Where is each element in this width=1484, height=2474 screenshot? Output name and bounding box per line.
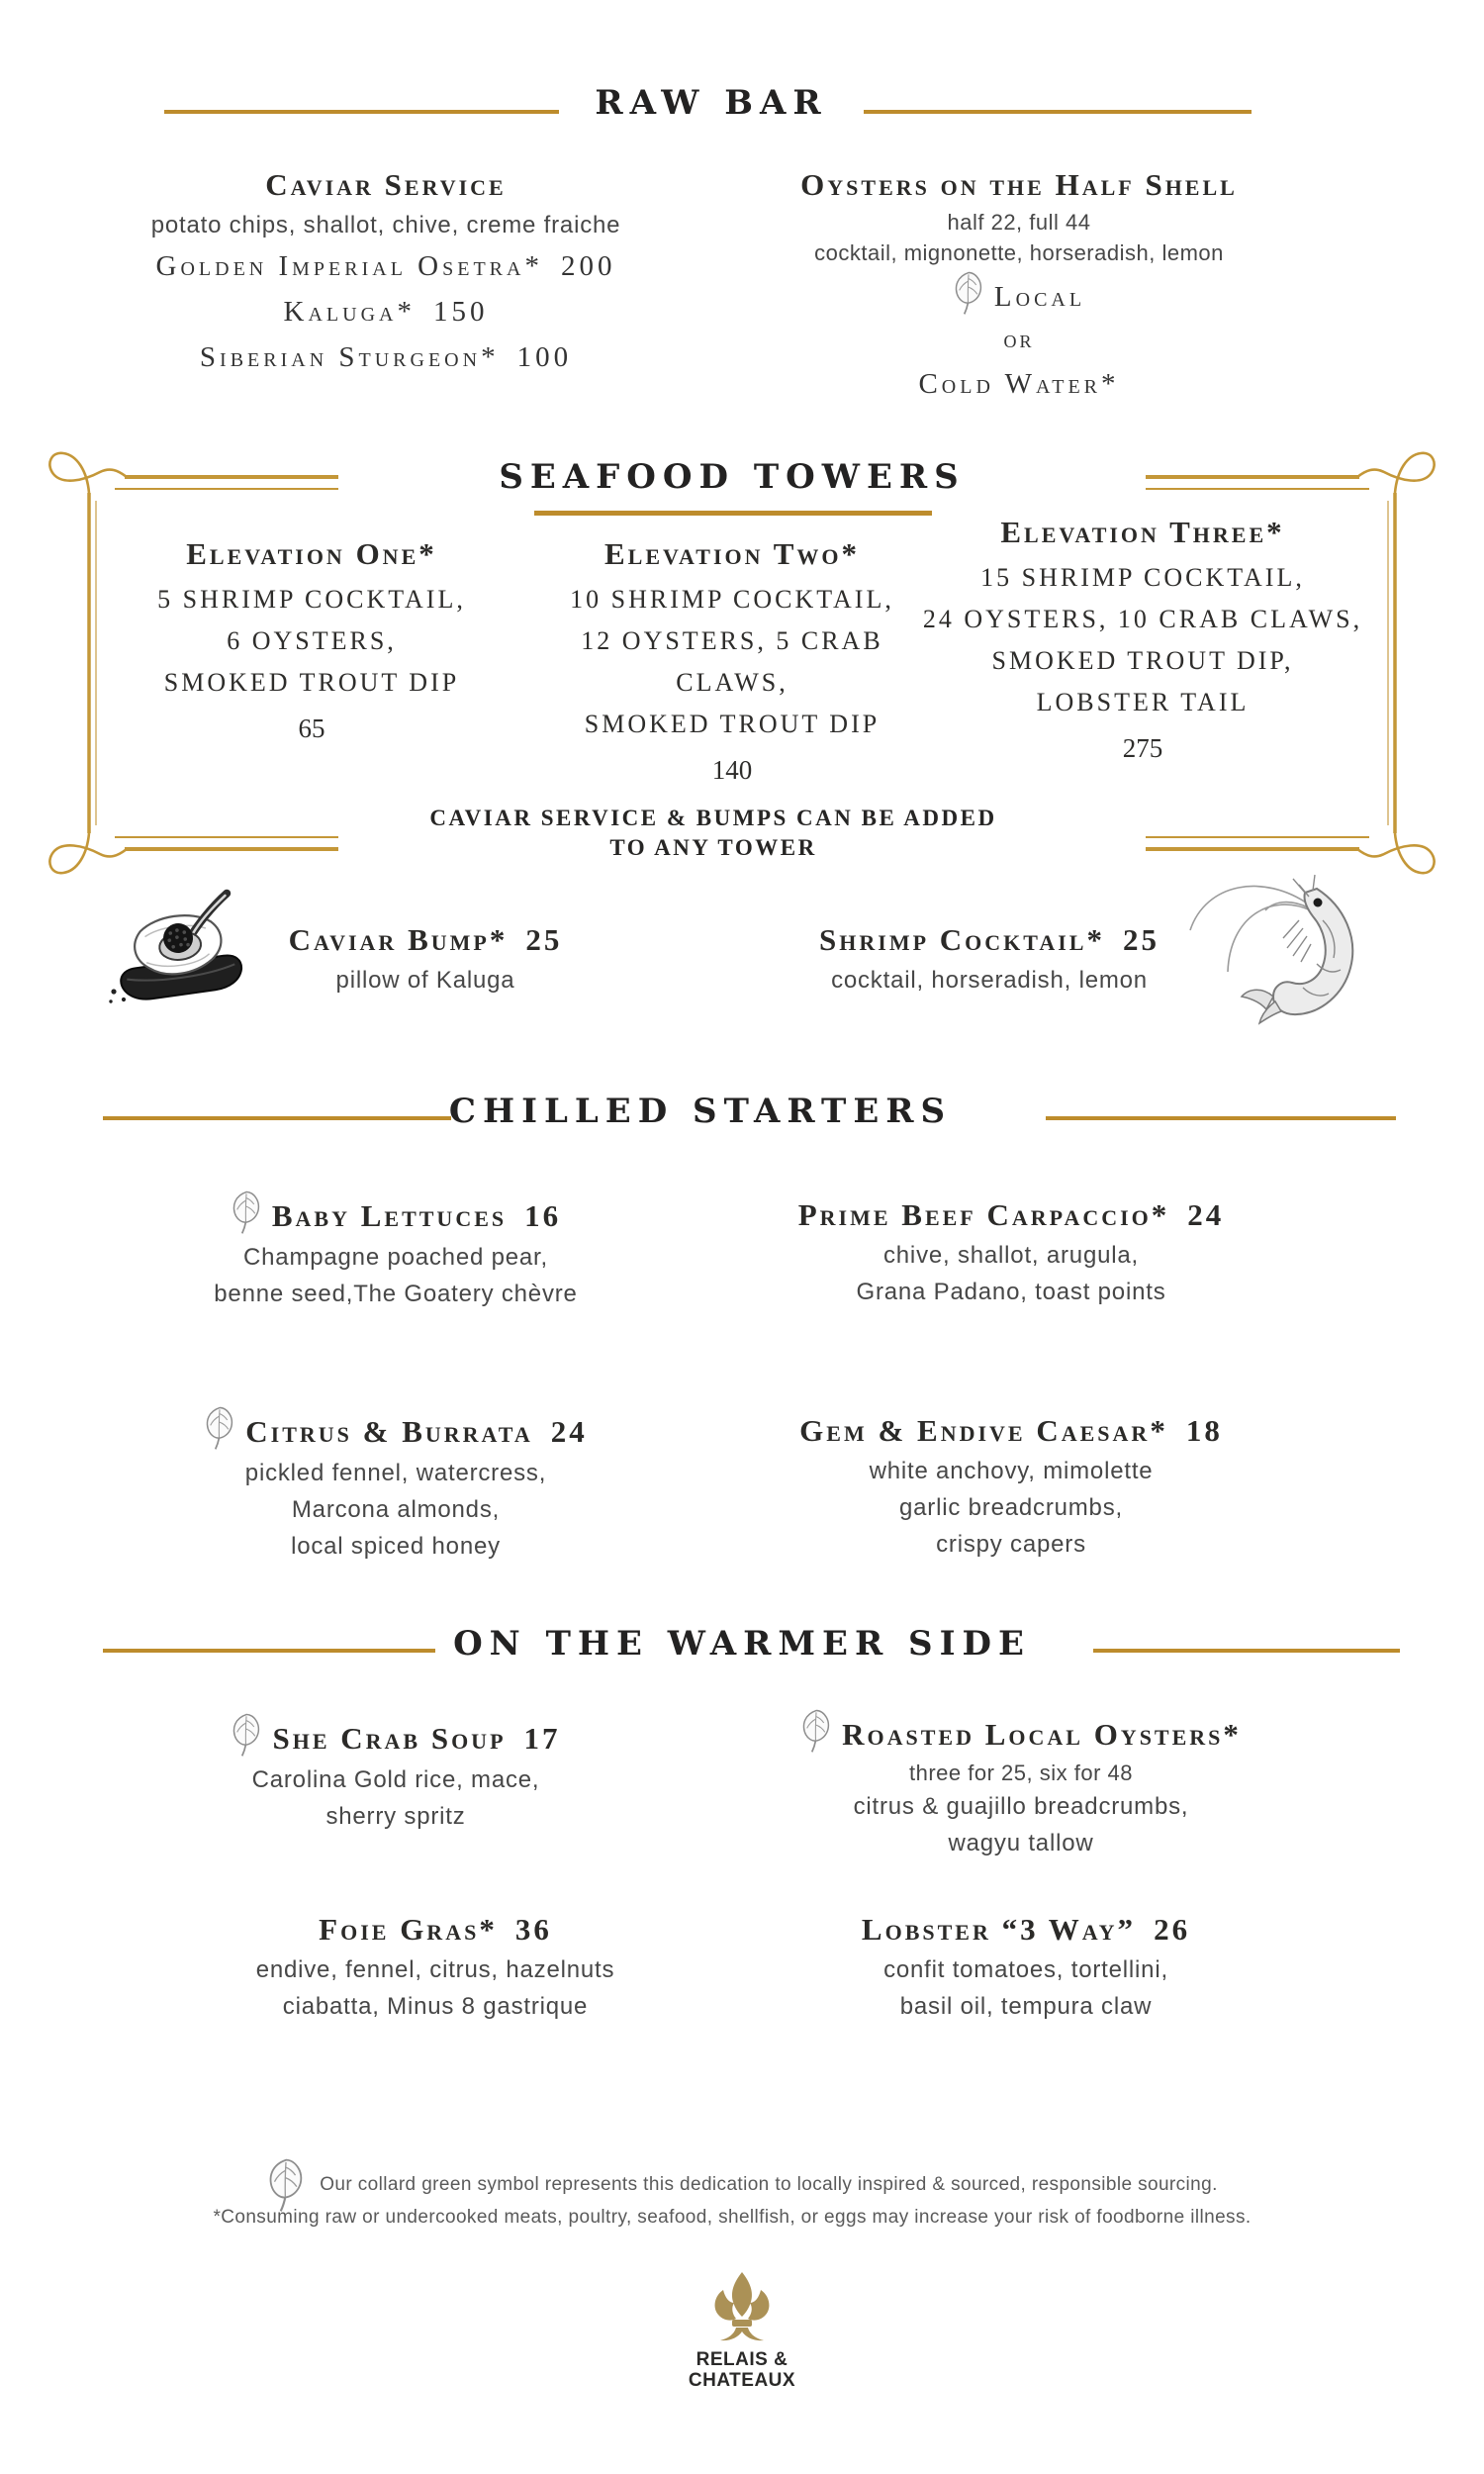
menu-item-citrus-burrata [94, 1409, 697, 1565]
shrimp-illustration [1172, 869, 1370, 1025]
consumer-advisory: *Consuming raw or undercooked meats, poultry, seafood, shellfish, or eggs may increase your risk of foodborne illness. [213, 2207, 1252, 2228]
gold-rule [103, 1649, 435, 1653]
menu-item-desc-line: pillow of Kaluga [335, 967, 515, 994]
menu-item-desc-line: Champagne poached pear, [243, 1244, 548, 1271]
menu-item-name: Gem & Endive Caesar* [799, 1413, 1168, 1448]
tower-elevation-one [99, 529, 524, 751]
menu-item-name: Citrus & Burrata [245, 1414, 533, 1449]
tower-price: 140 [711, 755, 753, 785]
menu-item-desc-line: benne seed,The Goatery chèvre [214, 1281, 578, 1307]
menu-item-desc-line: pickled fennel, watercress, [244, 1460, 547, 1486]
collard-leaf-icon [266, 2157, 306, 2213]
menu-item-oysters-half-shell [722, 163, 1316, 407]
oyster-portions: half 22, full 44 [947, 210, 1091, 235]
menu-item-caviar-bump [252, 918, 599, 999]
tower-name: Elevation Two* [603, 536, 861, 571]
oyster-option-local: Local [993, 281, 1086, 313]
section-title-raw-bar: RAW BAR [595, 83, 828, 123]
menu-item-name: Shrimp Cocktail* [819, 922, 1105, 957]
menu-item-name: She Crab Soup [272, 1721, 507, 1756]
sourcing-note: Our collard green symbol represents this dedication to locally inspired & sourced, responsible sourcing. [320, 2174, 1218, 2195]
tower-price: 65 [298, 714, 325, 743]
menu-item-price: 25 [525, 922, 563, 957]
tower-note-line: CAVIAR SERVICE & BUMPS CAN BE ADDED [429, 806, 997, 830]
menu-item-desc-line: Grana Padano, toast points [856, 1279, 1166, 1305]
menu-item-caviar-service [89, 163, 683, 380]
menu-item-desc-line: citrus & guajillo breadcrumbs, [853, 1793, 1189, 1820]
tower-line: 24 OYSTERS, 10 CRAB CLAWS, [922, 605, 1363, 633]
menu-item-portions: three for 25, six for 48 [909, 1760, 1133, 1785]
menu-item-desc-line: ciabatta, Minus 8 gastrique [282, 1993, 589, 2020]
menu-item-gem-endive-caesar [704, 1409, 1318, 1563]
caviar-option-price: 200 [560, 250, 616, 282]
section-title-warmer-side: ON THE WARMER SIDE [453, 1624, 1031, 1664]
oyster-option-cold-water: Cold Water* [918, 368, 1120, 400]
oyster-local-option-row [722, 274, 1316, 320]
caviar-option-price: 100 [516, 341, 573, 373]
collard-leaf-icon [204, 1405, 235, 1451]
tower-note-line: TO ANY TOWER [609, 835, 817, 860]
tower-price: 275 [1122, 733, 1163, 763]
menu-item-baby-lettuces [94, 1193, 697, 1312]
collard-leaf-icon-glyph [266, 2157, 306, 2213]
gold-underline [534, 511, 932, 516]
menu-item-desc-line: Carolina Gold rice, mace, [251, 1766, 540, 1793]
gold-rule [1093, 1649, 1400, 1653]
menu-item-desc-line: endive, fennel, citrus, hazelnuts [255, 1956, 615, 1983]
menu-item-desc-line: cocktail, horseradish, lemon [831, 967, 1148, 994]
menu-item-desc-line: chive, shallot, arugula, [882, 1242, 1139, 1269]
collard-leaf-icon-glyph [231, 1712, 262, 1758]
tower-line: LOBSTER TAIL [1036, 688, 1250, 716]
tower-line: 10 SHRIMP COCKTAIL, [570, 585, 894, 614]
relais-chateaux-logo [0, 2270, 1484, 2391]
menu-item-desc-line: confit tomatoes, tortellini, [883, 1956, 1168, 1983]
menu-item-name: Caviar Bump* [288, 922, 509, 957]
tower-line: 6 OYSTERS, [227, 626, 397, 655]
menu-item-foie-gras [129, 1908, 742, 2025]
gold-rule [1046, 1116, 1396, 1120]
menu-item-description: potato chips, shallot, chive, creme fraiche [150, 212, 621, 238]
tower-line: SMOKED TROUT DIP [584, 710, 881, 738]
tower-name: Elevation One* [186, 536, 437, 571]
collard-leaf-icon [800, 1708, 832, 1754]
caviar-option-name: Kaluga* [283, 296, 416, 328]
tower-line: SMOKED TROUT DIP [163, 668, 460, 697]
logo-text-line1: RELAIS & [696, 2349, 788, 2370]
tower-line: SMOKED TROUT DIP, [991, 646, 1294, 675]
menu-item-desc-line: white anchovy, mimolette [869, 1458, 1154, 1484]
caviar-option [89, 334, 683, 380]
collard-leaf-icon-glyph [800, 1708, 832, 1754]
menu-item-price: 24 [550, 1414, 588, 1449]
collard-leaf-icon [231, 1712, 262, 1758]
collard-leaf-icon [231, 1189, 262, 1235]
tower-elevation-three [920, 508, 1365, 771]
section-title-seafood-towers: SEAFOOD TOWERS [499, 457, 966, 497]
tower-elevation-two [529, 529, 935, 793]
tower-name: Elevation Three* [1000, 515, 1285, 549]
caviar-option-name: Golden Imperial Osetra* [155, 250, 543, 282]
menu-item-desc-line: crispy capers [936, 1531, 1086, 1558]
menu-item-lobster-3-way [719, 1908, 1333, 2025]
menu-item-price: 24 [1187, 1197, 1225, 1232]
menu-item-price: 16 [524, 1198, 562, 1233]
menu-item-desc-line: basil oil, tempura claw [899, 1993, 1153, 2020]
collard-leaf-icon-glyph [231, 1189, 262, 1235]
menu-item-price: 25 [1122, 922, 1159, 957]
menu-item-price: 17 [523, 1721, 561, 1756]
relais-chateaux-fleur-de-lis-icon [710, 2270, 774, 2343]
menu-item-desc-line: local spiced honey [291, 1533, 501, 1560]
menu-item-price: 36 [514, 1912, 552, 1947]
tower-note [0, 804, 1427, 863]
menu-item-description: cocktail, mignonette, horseradish, lemon [814, 240, 1224, 265]
menu-item-price: 18 [1185, 1413, 1223, 1448]
collard-leaf-icon-glyph [204, 1405, 235, 1451]
caviar-option [89, 243, 683, 289]
tower-line: 12 OYSTERS, 5 CRAB CLAWS, [581, 626, 883, 697]
caviar-option-price: 150 [432, 296, 489, 328]
tower-line: 5 SHRIMP COCKTAIL, [157, 585, 466, 614]
tower-line: 15 SHRIMP COCKTAIL, [980, 563, 1305, 592]
collard-leaf-icon [953, 270, 984, 316]
caviar-bump-illustration [104, 889, 254, 1005]
menu-item-name: Baby Lettuces [271, 1198, 508, 1233]
menu-item-price: 26 [1154, 1912, 1191, 1947]
collard-leaf-icon-glyph [953, 270, 984, 316]
menu-item-desc-line: wagyu tallow [948, 1830, 1094, 1856]
oyster-option-conjunction: or [1003, 327, 1035, 353]
menu-item-name: Caviar Service [265, 167, 507, 202]
menu-item-desc-line: garlic breadcrumbs, [899, 1494, 1123, 1521]
menu-item-name: Oysters on the Half Shell [800, 167, 1238, 202]
gold-rule [864, 110, 1252, 114]
caviar-option [89, 289, 683, 334]
menu-item-roasted-local-oysters [704, 1712, 1338, 1861]
menu-item-name: Lobster “3 Way” [861, 1912, 1137, 1947]
logo-text-line2: CHATEAUX [688, 2370, 796, 2391]
menu-item-shrimp-cocktail [801, 918, 1177, 999]
menu-item-desc-line: Marcona almonds, [291, 1496, 501, 1523]
section-title-chilled-starters: CHILLED STARTERS [448, 1092, 953, 1131]
menu-item-name: Roasted Local Oysters* [842, 1717, 1242, 1752]
caviar-option-name: Siberian Sturgeon* [199, 341, 500, 373]
menu-item-prime-beef-carpaccio [704, 1193, 1318, 1310]
gold-rule [103, 1116, 451, 1120]
menu-item-name: Prime Beef Carpaccio* [797, 1197, 1170, 1232]
menu-item-name: Foie Gras* [319, 1912, 498, 1947]
menu-item-she-crab-soup [94, 1716, 697, 1835]
menu-item-desc-line: sherry spritz [325, 1803, 466, 1830]
